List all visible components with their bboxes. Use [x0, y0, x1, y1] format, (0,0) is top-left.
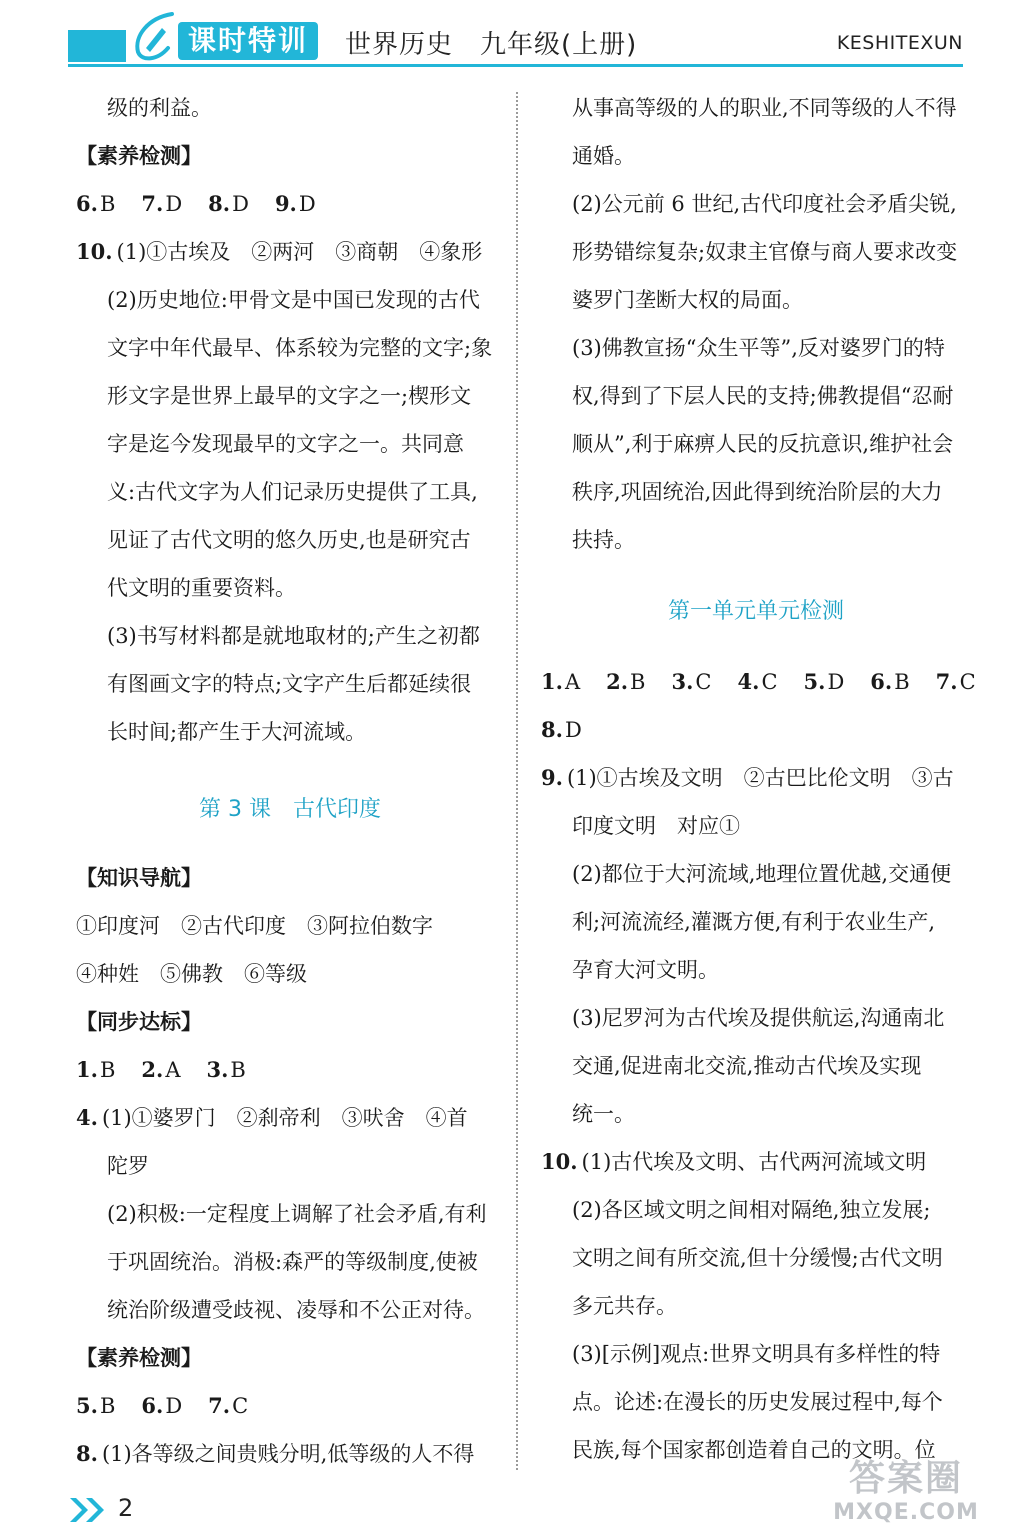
- text-line: (3)尼罗河为古代埃及提供航运,沟通南北: [572, 1006, 945, 1030]
- text-line: 利;河流流经,灌溉方便,有利于农业生产,: [572, 910, 936, 934]
- answer-row: [76, 1046, 504, 1094]
- answer-item: [870, 670, 909, 694]
- answer-choice: D: [165, 1394, 183, 1418]
- text-line: 形文字是世界上最早的文字之一;楔形文: [107, 384, 472, 408]
- question-number: 10.: [541, 1149, 578, 1174]
- answer-item: [541, 718, 582, 742]
- answer-choice: B: [99, 192, 116, 216]
- text-line: 扶持。: [572, 528, 635, 552]
- answer-choice: D: [165, 192, 183, 216]
- site-watermark: [826, 1458, 986, 1530]
- answer-number: 4.: [737, 669, 760, 694]
- paragraph: [76, 612, 504, 756]
- paragraph: [541, 180, 971, 324]
- text-line: 文字中年代最早、体系较为完整的文字;象: [107, 336, 493, 360]
- question-number: 8.: [76, 1441, 98, 1466]
- paragraph: [541, 84, 971, 180]
- spacer: [541, 636, 971, 658]
- answer-item: [208, 1394, 248, 1418]
- paragraph: [541, 850, 971, 994]
- answer-number: 3.: [671, 669, 694, 694]
- text-line: 代文明的重要资料。: [107, 576, 296, 600]
- answer-choice: D: [827, 670, 845, 694]
- answer-number: 8.: [208, 191, 231, 216]
- question-number: 10.: [76, 239, 113, 264]
- text-line: 点。论述:在漫长的历史发展过程中,每个: [572, 1390, 943, 1414]
- answer-row: [76, 180, 504, 228]
- answer-row: [541, 706, 971, 754]
- text-line: (2)公元前 6 世纪,古代印度社会矛盾尖锐,: [572, 192, 957, 216]
- spacer: [541, 564, 971, 588]
- knowledge-nav-line: ④种姓 ⑤佛教 ⑥等级: [76, 962, 307, 986]
- answer-number: 5.: [803, 669, 826, 694]
- text-line: (2)都位于大河流域,地理位置优越,交通便: [572, 862, 952, 886]
- paragraph: [541, 1330, 971, 1474]
- text-line: 通婚。: [572, 144, 635, 168]
- answer-choice: B: [630, 670, 646, 694]
- answer-choice: D: [564, 718, 582, 742]
- series-logo-text: 课时特训: [178, 22, 318, 60]
- text-line: (1)①婆罗门 ②刹帝利 ③吠舍 ④首: [101, 1106, 468, 1130]
- text-line: 见证了古代文明的悠久历史,也是研究古: [107, 528, 471, 552]
- answer-row: [76, 1382, 504, 1430]
- answer-choice: B: [894, 670, 910, 694]
- paragraph: [76, 276, 504, 612]
- double-chevron-icon: [68, 1496, 108, 1524]
- header-rule: [68, 64, 963, 67]
- answer-choice: B: [99, 1394, 116, 1418]
- text-line: (3)佛教宣扬“众生平等”,反对婆罗门的特: [572, 336, 945, 360]
- answer-number: 3.: [206, 1057, 229, 1082]
- text-line: 秩序,巩固统治,因此得到统治阶层的大力: [572, 480, 943, 504]
- text-line: (1)①古埃及文明 ②古巴比伦文明 ③古: [566, 766, 954, 790]
- answer-item: [936, 670, 976, 694]
- text-line: 长时间;都产生于大河流域。: [107, 720, 367, 744]
- text-line: 婆罗门垄断大权的局面。: [572, 288, 803, 312]
- text-line: 统一。: [572, 1102, 635, 1126]
- answer-number: 2.: [141, 1057, 164, 1082]
- spacer: [76, 756, 504, 786]
- text-line: 孕育大河文明。: [572, 958, 719, 982]
- section-heading: 【同步达标】: [76, 1010, 202, 1034]
- text-line: 权,得到了下层人民的支持;佛教提倡“忍耐: [572, 384, 954, 408]
- page-number: 2: [118, 1494, 134, 1522]
- answer-choice: D: [298, 192, 316, 216]
- text-line: (1)古代埃及文明、古代两河流域文明: [581, 1150, 927, 1174]
- text-line: 级的利益。: [107, 96, 212, 120]
- answer-item: [206, 1058, 245, 1082]
- answer-choice: B: [99, 1058, 116, 1082]
- answer-row: [541, 658, 976, 706]
- answer-choice: A: [165, 1058, 181, 1082]
- spacer: [76, 834, 504, 854]
- text-line: 义:古代文字为人们记录历史提供了工具,: [107, 480, 478, 504]
- text-line: 多元共存。: [572, 1294, 677, 1318]
- paragraph: [541, 994, 971, 1138]
- text-line: (1)①古埃及 ②两河 ③商朝 ④象形: [116, 240, 483, 264]
- text-line: 顺从”,利于麻痹人民的反抗意识,维护社会: [572, 432, 954, 456]
- answer-number: 7.: [935, 669, 958, 694]
- right-column: [541, 84, 976, 1474]
- text-line: (1)各等级之间贵贱分明,低等级的人不得: [101, 1442, 475, 1466]
- column-divider: [516, 92, 518, 1470]
- question-10: [76, 228, 504, 276]
- book-title: 世界历史 九年级(上册): [345, 30, 638, 60]
- unit-test-title: 第一单元单元检测: [667, 599, 844, 624]
- answer-choice: B: [230, 1058, 246, 1082]
- lesson-title: 第 3 课 古代印度: [199, 797, 381, 822]
- text-line: 形势错综复杂;奴隶主官僚与商人要求改变: [572, 240, 958, 264]
- answer-number: 7.: [141, 191, 164, 216]
- question-9: [541, 754, 971, 802]
- answer-item: [606, 670, 645, 694]
- answer-number: 7.: [208, 1393, 231, 1418]
- answer-number: 6.: [141, 1393, 164, 1418]
- paragraph: [541, 1186, 971, 1330]
- answer-number: 6.: [76, 191, 98, 216]
- text-line: (2)历史地位:甲骨文是中国已发现的古代: [107, 288, 480, 312]
- answer-number: 8.: [541, 717, 563, 742]
- answer-number: 1.: [76, 1057, 98, 1082]
- text-line: 印度文明 对应①: [572, 814, 740, 838]
- paragraph: [541, 324, 971, 564]
- answer-choice: C: [761, 670, 778, 694]
- text-line: 陀罗: [107, 1154, 149, 1178]
- paragraph: [76, 1190, 504, 1334]
- header-color-block: [68, 30, 126, 62]
- answer-item: [141, 1058, 180, 1082]
- answer-item: [76, 192, 115, 216]
- answer-item: [141, 1394, 182, 1418]
- text-line: 统治阶级遭受歧视、凌辱和不公正对待。: [107, 1298, 485, 1322]
- section-heading: 【素养检测】: [76, 1346, 202, 1370]
- answer-number: 9.: [274, 191, 297, 216]
- pen-swoosh-icon: [128, 8, 184, 64]
- question-10: [541, 1138, 971, 1186]
- answer-choice: C: [695, 670, 712, 694]
- text-line: (2)积极:一定程度上调解了社会矛盾,有利: [107, 1202, 487, 1226]
- answer-item: [804, 670, 845, 694]
- answer-item: [76, 1394, 115, 1418]
- answer-item: [275, 192, 316, 216]
- answer-choice: A: [564, 670, 581, 694]
- text-line: 于巩固统治。消极:森严的等级制度,使被: [107, 1250, 478, 1274]
- section-heading: 【知识导航】: [76, 866, 202, 890]
- left-column: [76, 84, 504, 1478]
- question-8: [76, 1430, 504, 1478]
- text-line: 文明之间有所交流,但十分缓慢;古代文明: [572, 1246, 943, 1270]
- text-line: 有图画文字的特点;文字产生后都延续很: [107, 672, 472, 696]
- answer-choice: D: [232, 192, 249, 216]
- answer-number: 6.: [870, 669, 893, 694]
- answer-item: [208, 192, 249, 216]
- answer-item: [141, 192, 182, 216]
- watermark-top-text: 答案圈: [848, 1458, 963, 1499]
- text-line: 从事高等级的人的职业,不同等级的人不得: [572, 96, 957, 120]
- text-line: (3)[示例]观点:世界文明具有多样性的特: [572, 1342, 941, 1366]
- watermark-bottom-text: MXQE.COM: [833, 1500, 979, 1525]
- page-header: [0, 0, 1025, 72]
- text-line: (2)各区域文明之间相对隔绝,独立发展;: [572, 1198, 931, 1222]
- answer-item: [671, 670, 711, 694]
- knowledge-nav-line: ①印度河 ②古代印度 ③阿拉伯数字: [76, 914, 433, 938]
- text-line: (3)书写材料都是就地取材的;产生之初都: [107, 624, 480, 648]
- question-number: 4.: [76, 1105, 98, 1130]
- text-line: 字是迄今发现最早的文字之一。共同意: [107, 432, 464, 456]
- answer-number: 1.: [541, 669, 563, 694]
- brand-latin-text: KESHITEXUN: [836, 32, 963, 54]
- section-heading: 【素养检测】: [76, 144, 202, 168]
- answer-number: 2.: [606, 669, 629, 694]
- answer-item: [738, 670, 778, 694]
- answer-number: 5.: [76, 1393, 98, 1418]
- answer-item: [541, 670, 580, 694]
- question-4: [76, 1094, 504, 1142]
- answer-item: [76, 1058, 115, 1082]
- question-number: 9.: [541, 765, 563, 790]
- text-line: 民族,每个国家都创造着自己的文明。位: [572, 1438, 936, 1462]
- answer-choice: C: [232, 1394, 249, 1418]
- answer-choice: C: [959, 670, 976, 694]
- text-line: 交通,促进南北交流,推动古代埃及实现: [572, 1054, 922, 1078]
